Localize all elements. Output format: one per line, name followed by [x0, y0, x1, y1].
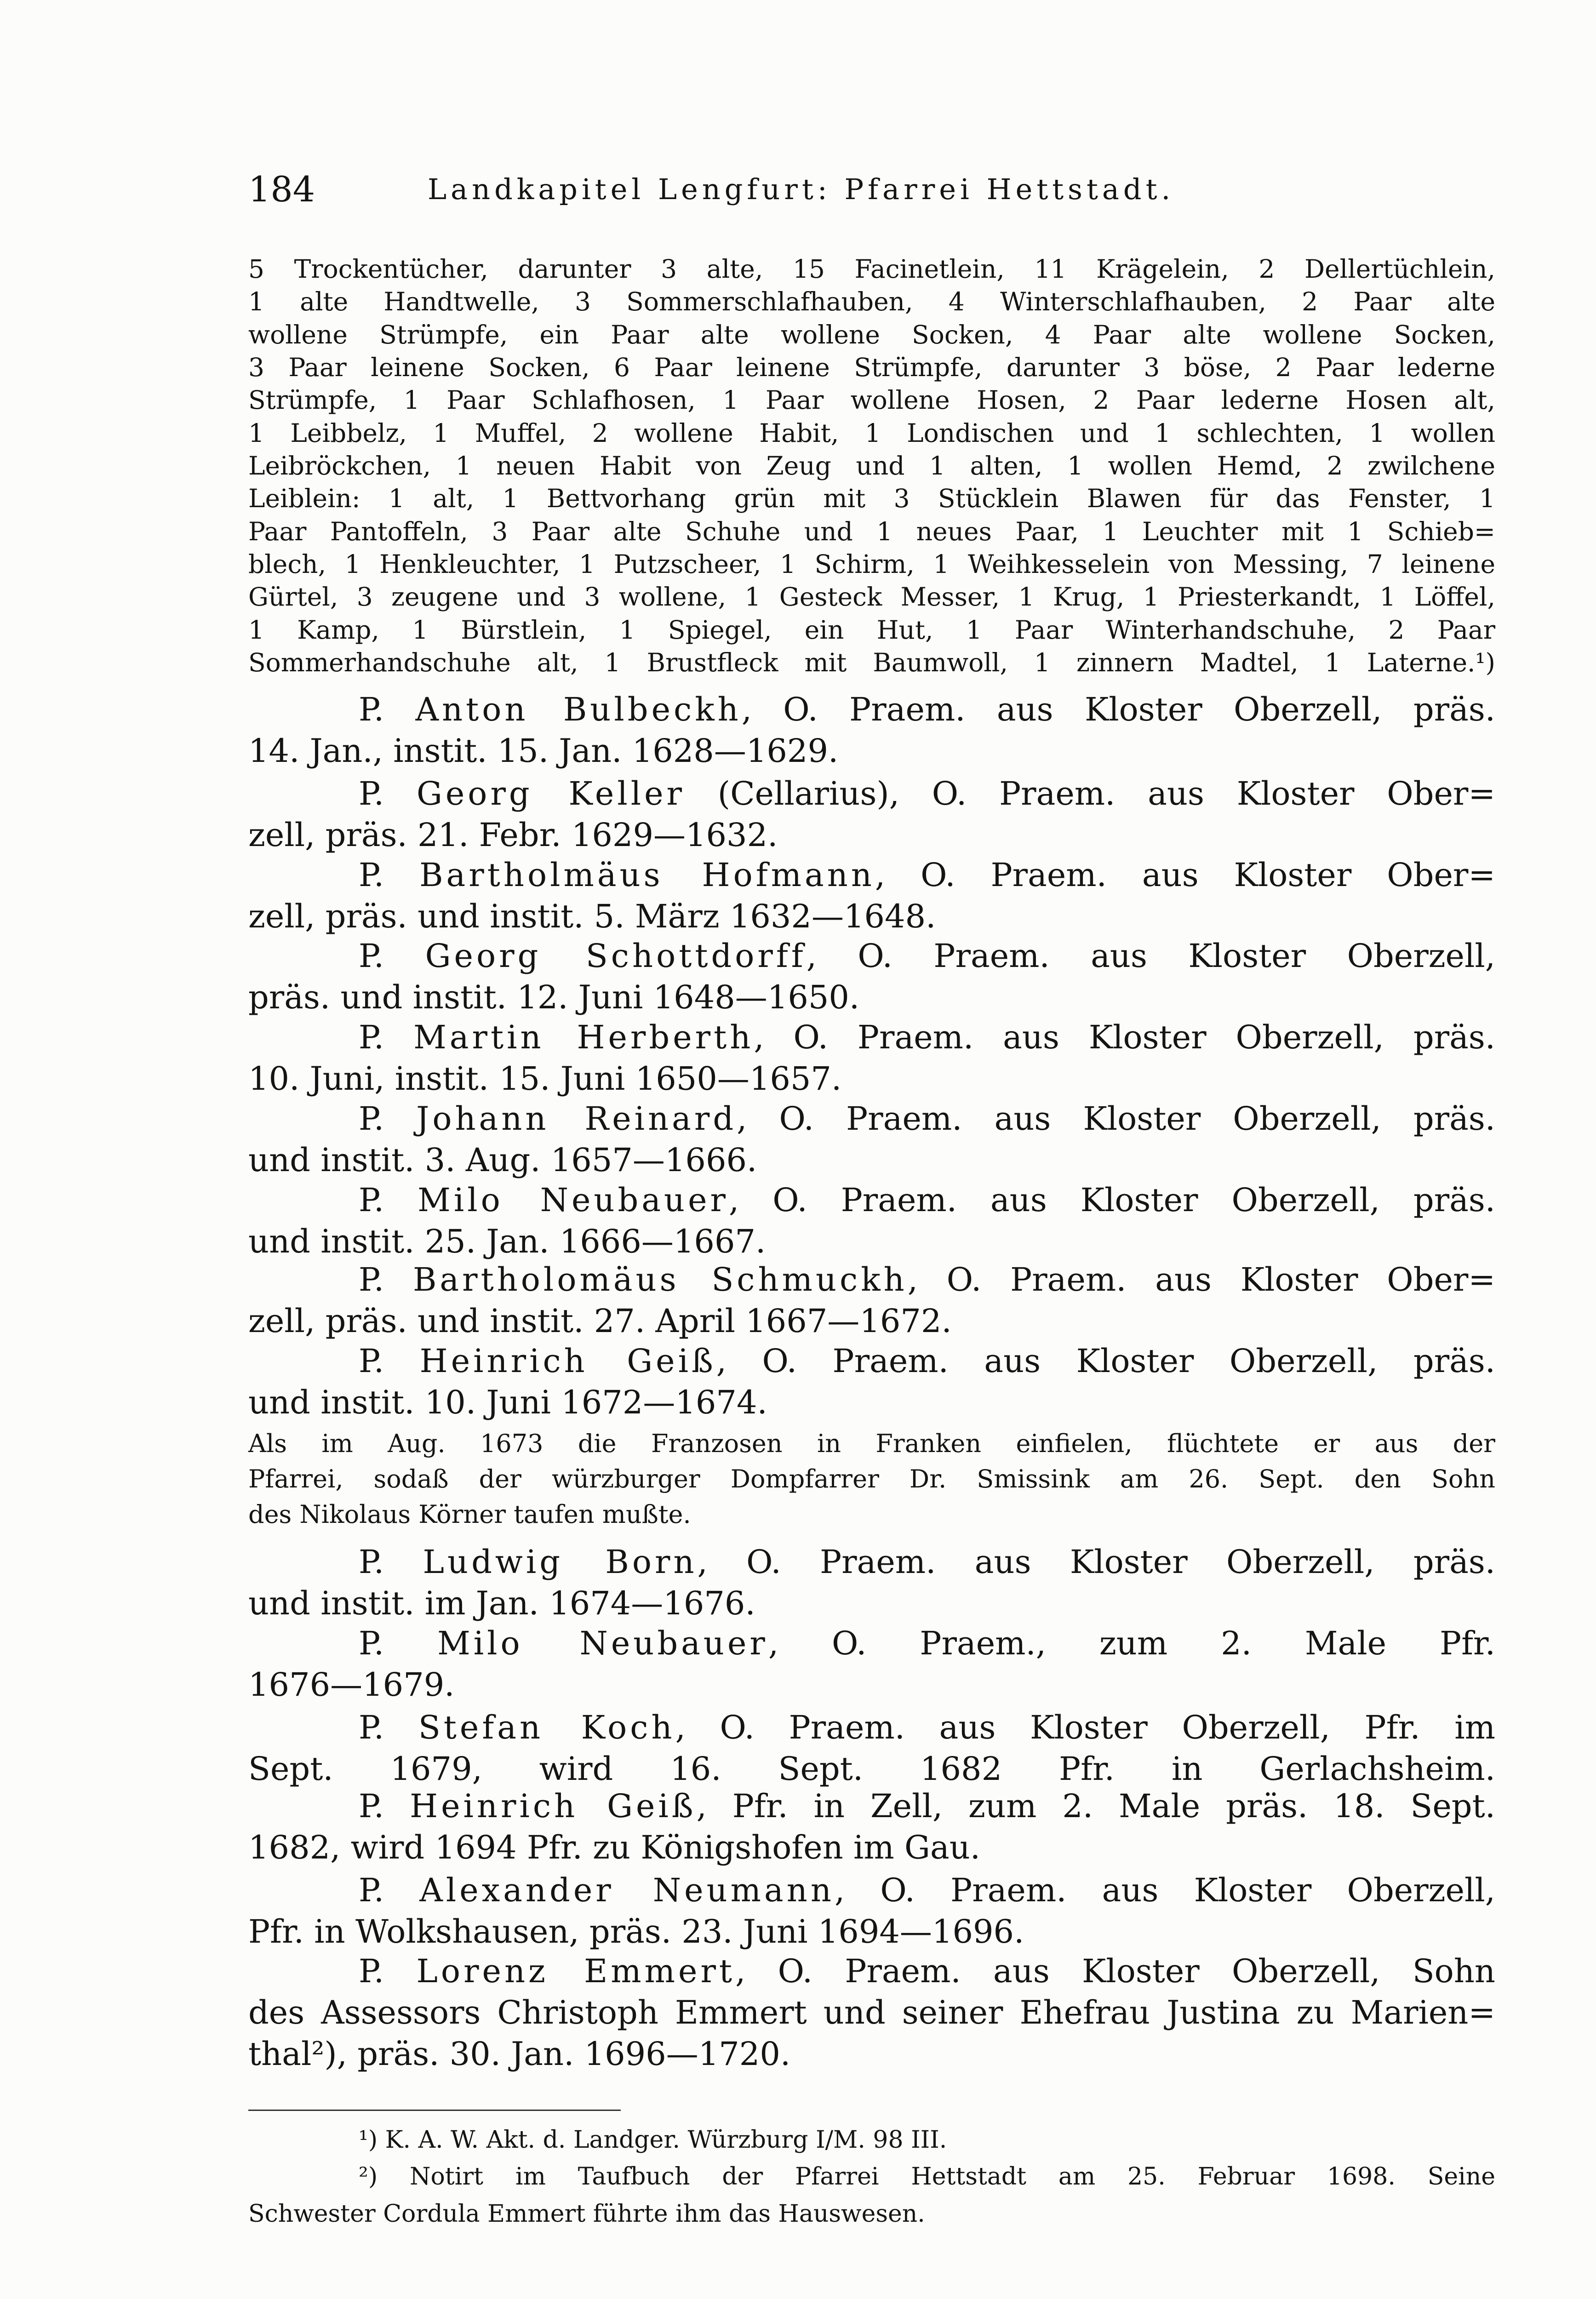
note-line: des Nikolaus Körner taufen mußte.: [248, 1500, 691, 1529]
entry-text: , O. Praem. aus Kloster Oberzell, präs.: [728, 1181, 1496, 1219]
entry-text: , O. Praem., zum 2. Male Pfr.: [768, 1624, 1495, 1662]
inventory-line: blech, 1 Henkleuchter, 1 Putzscheer, 1 Schirm, 1 Weihkesselein von Messing, 7 leinene: [248, 549, 1495, 579]
inventory-line: Strümpfe, 1 Paar Schlafhosen, 1 Paar wollene Hosen, 2 Paar lederne Hosen alt,: [248, 385, 1495, 415]
pastor-entry-line: und instit. 25. Jan. 1666—1667.: [248, 1223, 766, 1260]
pastor-entry-first-line: [248, 1785, 1495, 1827]
entry-prefix: P.: [359, 1871, 420, 1909]
pastor-entry-first-line: [248, 1707, 1495, 1748]
inventory-line: 1 alte Handtwelle, 3 Sommerschlafhauben, 4 Winterschlafhauben, 2 Paar alte: [248, 287, 1495, 316]
pastor-name: Alexander Neumann: [419, 1871, 835, 1909]
entry-prefix: P.: [359, 1543, 423, 1581]
entry-text: , O. Praem. aus Kloster Oberzell,: [806, 937, 1496, 975]
note-line: Als im Aug. 1673 die Franzosen in Franken einfielen, flüchtete er aus der: [248, 1429, 1495, 1458]
footnote-2-line: Schwester Cordula Emmert führte ihm das Hauswesen.: [248, 2200, 925, 2228]
pastor-name: Georg Keller: [416, 775, 685, 812]
entry-text: , O. Praem. aus Kloster Oberzell, präs.: [754, 1018, 1495, 1056]
pastor-name: Heinrich Geiß: [419, 1342, 716, 1380]
entry-prefix: P.: [359, 1181, 418, 1219]
entry-prefix: P.: [359, 1018, 414, 1056]
pastor-name: Heinrich Geiß: [410, 1787, 697, 1825]
pastor-entry-line: präs. und instit. 12. Juni 1648—1650.: [248, 978, 860, 1016]
pastor-entry-line: thal²), präs. 30. Jan. 1696—1720.: [248, 2035, 791, 2073]
pastor-name: Lorenz Emmert: [416, 1952, 736, 1990]
entry-prefix: P.: [359, 1100, 417, 1138]
pastor-name: Bartholomäus Schmuckh: [412, 1261, 908, 1298]
entry-prefix: P.: [359, 1709, 418, 1746]
pastor-entry-line: zell, präs. und instit. 27. April 1667—1672.: [248, 1302, 952, 1340]
inventory-line: Leibröckchen, 1 neuen Habit von Zeug und 1 alten, 1 wollen Hemd, 2 zwilchene: [248, 451, 1495, 480]
pastor-entry-first-line: [248, 689, 1495, 730]
pastor-entry-first-line: [248, 1870, 1495, 1911]
pastor-name: Johann Reinard: [416, 1100, 737, 1138]
pastor-entry-line: 10. Juni, instit. 15. Juni 1650—1657.: [248, 1060, 842, 1098]
entry-prefix: P.: [359, 775, 417, 812]
entry-prefix: P.: [359, 1624, 438, 1662]
running-header: Landkapitel Lengfurt: Pfarrei Hettstadt.: [428, 172, 1175, 206]
entry-text: , O. Praem. aus Kloster Ober=: [875, 856, 1495, 894]
pastor-entry-line: und instit. 10. Juni 1672—1674.: [248, 1384, 767, 1421]
entry-text: , O. Praem. aus Kloster Oberzell, präs.: [737, 1100, 1496, 1138]
pastor-entry-line: und instit. 3. Aug. 1657—1666.: [248, 1141, 757, 1179]
pastor-name: Stefan Koch: [418, 1709, 675, 1746]
pastor-entry-line: 14. Jan., instit. 15. Jan. 1628—1629.: [248, 732, 839, 770]
entry-prefix: P.: [359, 856, 420, 894]
inventory-line: 1 Kamp, 1 Bürstlein, 1 Spiegel, ein Hut, 1 Paar Winterhandschuhe, 2 Paar: [248, 615, 1495, 645]
footnote-2-line: ²) Notirt im Taufbuch der Pfarrei Hettstadt am 25. Februar 1698. Seine: [359, 2163, 1495, 2190]
entry-prefix: P.: [359, 1261, 413, 1298]
pastor-name: Martin Herberth: [413, 1018, 754, 1056]
pastor-name: Anton Bulbeckh: [415, 691, 742, 728]
entry-text: , O. Praem. aus Kloster Oberzell, Pfr. im: [675, 1709, 1495, 1746]
pastor-entry-first-line: [248, 935, 1495, 977]
pastor-name: Ludwig Born: [423, 1543, 698, 1581]
inventory-line: 5 Trockentücher, darunter 3 alte, 15 Facinetlein, 11 Krägelein, 2 Dellertüchlein,: [248, 254, 1495, 284]
page-number: 184: [248, 169, 315, 210]
entry-text: , Pfr. in Zell, zum 2. Male präs. 18. Sept.: [696, 1787, 1495, 1825]
pastor-entry-line: 1682, wird 1694 Pfr. zu Königshofen im Gau.: [248, 1829, 981, 1866]
entry-text: , O. Praem. aus Kloster Oberzell, präs.: [716, 1342, 1495, 1380]
pastor-entry-line: zell, präs. 21. Febr. 1629—1632.: [248, 816, 778, 854]
note-line: Pfarrei, sodaß der würzburger Dompfarrer Dr. Smissink am 26. Sept. den Sohn: [248, 1464, 1495, 1493]
pastor-entry-line: des Assessors Christoph Emmert und seiner Ehefrau Justina zu Marien=: [248, 1994, 1495, 2031]
pastor-name: Georg Schottdorff: [425, 937, 807, 975]
pastor-entry-line: 1676—1679.: [248, 1666, 455, 1704]
pastor-entry-first-line: [248, 854, 1495, 896]
pastor-entry-first-line: [248, 1340, 1495, 1382]
pastor-name: Bartholmäus Hofmann: [419, 856, 875, 894]
inventory-line: 1 Leibbelz, 1 Muffel, 2 wollene Habit, 1 Londischen und 1 schlechten, 1 wollen: [248, 418, 1495, 448]
pastor-entry-line: Sept. 1679, wird 16. Sept. 1682 Pfr. in Gerlachsheim.: [248, 1750, 1495, 1788]
entry-prefix: P.: [359, 1342, 420, 1380]
inventory-line: 3 Paar leinene Socken, 6 Paar leinene Strümpfe, darunter 3 böse, 2 Paar lederne: [248, 353, 1495, 382]
inventory-line: Gürtel, 3 zeugene und 3 wollene, 1 Gesteck Messer, 1 Krug, 1 Priesterkandt, 1 Löffel,: [248, 582, 1495, 612]
pastor-entry-first-line: [248, 773, 1495, 814]
pastor-entry-line: Pfr. in Wolkshausen, präs. 23. Juni 1694—1696.: [248, 1913, 1024, 1950]
entry-text: , O. Praem. aus Kloster Oberzell, präs.: [741, 691, 1495, 728]
entry-text: , O. Praem. aus Kloster Oberzell, präs.: [697, 1543, 1496, 1581]
inventory-line: Leiblein: 1 alt, 1 Bettvorhang grün mit 3 Stücklein Blawen für das Fenster, 1: [248, 484, 1495, 513]
footnote-divider: [248, 2110, 621, 2111]
entry-text: , O. Praem. aus Kloster Oberzell, Sohn: [735, 1952, 1495, 1990]
pastor-entry-first-line: [248, 1950, 1495, 1992]
pastor-entry-first-line: [248, 1179, 1495, 1221]
pastor-entry-line: und instit. im Jan. 1674—1676.: [248, 1584, 755, 1622]
entry-prefix: P.: [359, 691, 416, 728]
footnote-1: ¹) K. A. W. Akt. d. Landger. Würzburg I/M. 98 III.: [359, 2126, 947, 2154]
pastor-entry-first-line: [248, 1259, 1495, 1300]
inventory-line: Paar Pantoffeln, 3 Paar alte Schuhe und 1 neues Paar, 1 Leuchter mit 1 Schieb=: [248, 517, 1495, 546]
entry-prefix: P.: [359, 1952, 417, 1990]
pastor-entry-first-line: [248, 1623, 1495, 1664]
entry-text: (Cellarius), O. Praem. aus Kloster Ober=: [685, 775, 1496, 812]
entry-text: , O. Praem. aus Kloster Oberzell,: [834, 1871, 1495, 1909]
pastor-entry-first-line: [248, 1098, 1495, 1139]
inventory-line: Sommerhandschuhe alt, 1 Brustfleck mit Baumwoll, 1 zinnern Madtel, 1 Laterne.¹): [248, 648, 1495, 677]
inventory-line: wollene Strümpfe, ein Paar alte wollene Socken, 4 Paar alte wollene Socken,: [248, 320, 1495, 349]
pastor-entry-first-line: [248, 1017, 1495, 1058]
entry-text: , O. Praem. aus Kloster Ober=: [907, 1261, 1496, 1298]
pastor-name: Milo Neubauer: [418, 1181, 729, 1219]
pastor-entry-line: zell, präs. und instit. 5. März 1632—1648.: [248, 898, 936, 935]
pastor-entry-first-line: [248, 1541, 1495, 1583]
entry-prefix: P.: [359, 937, 425, 975]
pastor-name: Milo Neubauer: [437, 1624, 768, 1662]
entry-prefix: P.: [359, 1787, 410, 1825]
